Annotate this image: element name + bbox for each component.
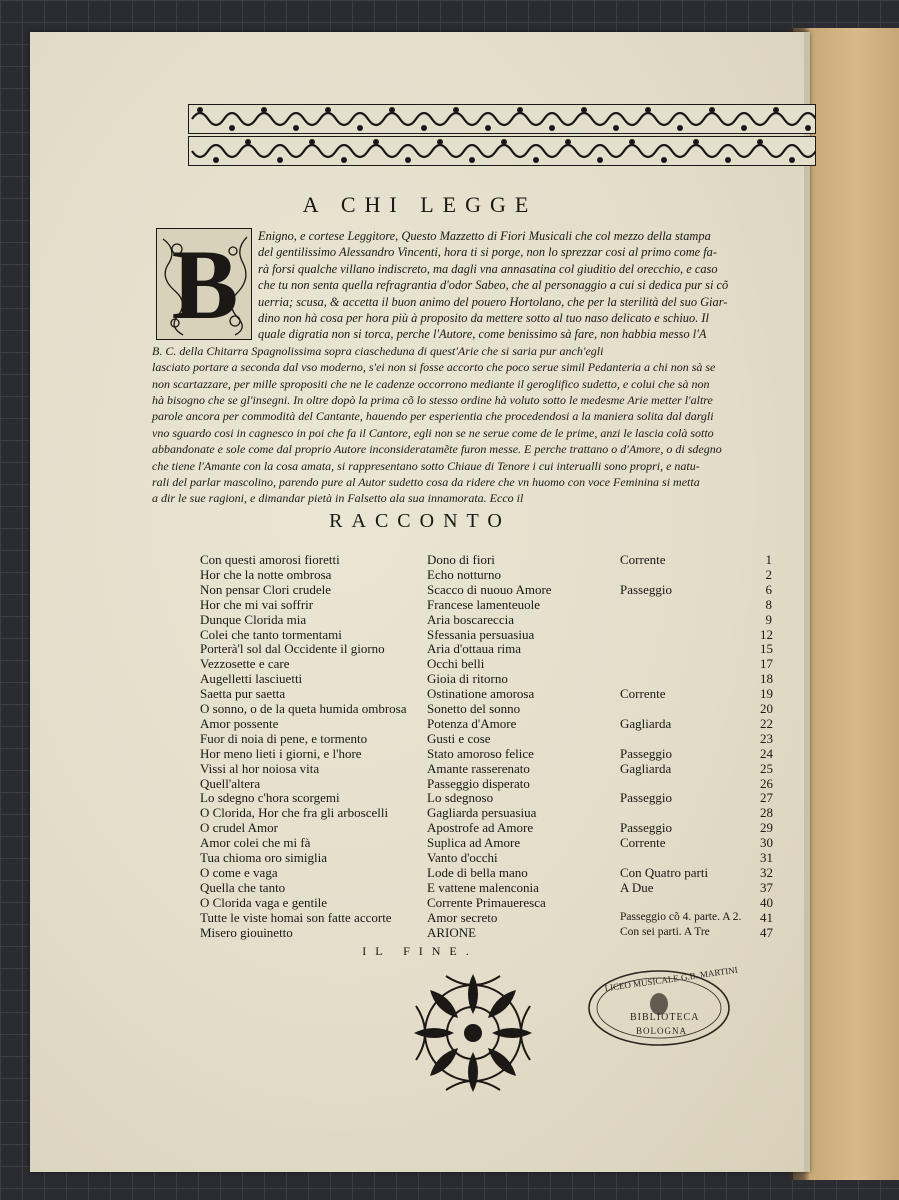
toc-page-number: 25 xyxy=(760,760,773,776)
toc-subtitle: ARIONE xyxy=(427,924,477,940)
toc-page-number: 24 xyxy=(760,745,773,761)
toc-title: O Clorida, Hor che fra gli arboscelli xyxy=(200,805,389,821)
intro-line: vno sguardo cosi in cagnesco in poi che fa il Cantore, egli non se ne serue come de le prime, anzi le lascia colà sotto xyxy=(152,425,714,440)
toc-page-number: 19 xyxy=(760,686,773,702)
toc-subtitle: E vattene malenconia xyxy=(427,879,539,895)
toc-row xyxy=(200,790,772,805)
toc-subtitle: Gioia di ritorno xyxy=(427,671,508,687)
toc-dance-type: A Due xyxy=(620,879,654,895)
toc-subtitle: Ostinatione amorosa xyxy=(427,686,535,702)
toc-row xyxy=(200,925,772,940)
toc-row xyxy=(200,701,772,716)
toc-row xyxy=(200,865,772,880)
toc-row xyxy=(200,597,772,612)
toc-title: Augelletti lasciuetti xyxy=(200,671,303,687)
toc-page-number: 26 xyxy=(760,775,773,791)
toc-row xyxy=(200,686,772,701)
intro-line: dino non hà cosa per hora più à proposito da mettere sotto al tuo naso delicato e schiuo. Il xyxy=(258,311,709,325)
intro-line: abbandonate e sole come dal proprio Autore inconsideratamẽte furon messe. E perche trattano o d'Amore, o di sdegno xyxy=(152,442,722,457)
toc-row xyxy=(200,641,772,656)
toc-row xyxy=(200,850,772,865)
toc-title: O Clorida vaga e gentile xyxy=(200,894,328,910)
toc-title: Non pensar Clori crudele xyxy=(200,581,332,597)
toc-subtitle: Scacco di nuouo Amore xyxy=(427,581,552,597)
toc-subtitle: Corrente Primaueresca xyxy=(427,894,546,910)
toc-page-number: 9 xyxy=(765,611,772,627)
toc-subtitle: Stato amoroso felice xyxy=(427,745,534,761)
toc-row xyxy=(200,567,772,582)
toc-dance-type: Passeggio xyxy=(620,581,672,597)
toc-page-number: 28 xyxy=(760,805,773,821)
toc-row xyxy=(200,776,772,791)
toc-title: Amor possente xyxy=(200,715,279,731)
toc-dance-type: Passeggio xyxy=(620,790,672,806)
end-mark: IL FINE. xyxy=(362,944,478,958)
toc-row xyxy=(200,716,772,731)
intro-line: uerria; scusa, & accetta il buon animo del pouero Hortolano, che per la sterilità del suo Giar- xyxy=(258,294,728,309)
toc-page-number: 40 xyxy=(760,894,773,910)
toc-heading: RACCONTO xyxy=(329,510,511,532)
toc-row xyxy=(200,910,772,925)
toc-title: Vezzosette e care xyxy=(200,656,290,672)
toc-subtitle: Gagliarda persuasiua xyxy=(427,805,537,821)
intro-line: non scartazzare, per mille spropositi che ne le cadenze occorrono mediante il geroglifico sudetto, e colui che sà non xyxy=(152,376,710,391)
toc-page-number: 29 xyxy=(760,820,773,836)
intro-line: lasciato portare a seconda dal vso moderno, s'ei non si fosse accorto che poco serue simil Pedanteria a chi non sà se xyxy=(152,360,716,375)
toc-page-number: 1 xyxy=(765,552,772,567)
toc-title: Vissi al hor noiosa vita xyxy=(200,760,320,776)
toc-title: Colei che tanto tormentami xyxy=(200,626,342,642)
toc-page-number: 32 xyxy=(760,864,773,880)
toc-title: Misero giouinetto xyxy=(200,924,293,940)
document-page xyxy=(30,32,810,1172)
toc-dance-type: Gagliarda xyxy=(620,715,672,731)
intro-line: a dir le sue ragioni, e dimandar pietà in Falsetto ala sua innamorata. Ecco il xyxy=(152,491,524,506)
toc-page-number: 18 xyxy=(760,671,773,687)
toc-title: Tua chioma oro simiglia xyxy=(200,850,327,865)
toc-page-number: 6 xyxy=(765,581,772,597)
intro-line: rà forsi qualche villano indiscreto, ma dagli vna annasatina col giuditio del orecchio, e caso xyxy=(258,261,718,276)
intro-line: del gentilissimo Alessandro Vincenti, hora ti si porge, non lo sprezzar cosi al primo come fa- xyxy=(258,245,718,260)
toc-subtitle: Potenza d'Amore xyxy=(427,715,517,731)
toc-row xyxy=(200,656,772,671)
toc-subtitle: Suplica ad Amore xyxy=(427,835,521,851)
toc-title: Con questi amorosi fioretti xyxy=(200,552,340,567)
stamp-text-line2: BIBLIOTECA xyxy=(630,1012,700,1023)
toc-subtitle: Apostrofe ad Amore xyxy=(427,820,534,836)
page-heading: A CHI LEGGE xyxy=(302,192,538,217)
toc-subtitle: Gusti e cose xyxy=(427,730,491,746)
toc-page-number: 47 xyxy=(760,924,773,940)
library-stamp xyxy=(586,964,739,1048)
toc-title: Hor che la notte ombrosa xyxy=(200,566,332,582)
toc-title: Porterà'l sol dal Occidente il giorno xyxy=(200,641,385,657)
toc-title: Amor colei che mi fà xyxy=(200,835,311,851)
toc-subtitle: Sfessania persuasiua xyxy=(427,626,535,642)
toc-dance-type: Corrente xyxy=(620,552,666,567)
toc-title: Hor che mi vai soffrir xyxy=(200,596,314,612)
toc-title: Saetta pur saetta xyxy=(200,686,286,702)
intro-line: rali del parlar mascolino, parendo pure al Autor sudetto cosa da ridere che vn huomo con voce Feminina si metta xyxy=(152,475,700,489)
toc-title: Quella che tanto xyxy=(200,879,286,895)
toc-title: Hor meno lieti i giorni, e l'hore xyxy=(200,745,362,761)
toc-row xyxy=(200,731,772,746)
intro-line: Enigno, e cortese Leggitore, Questo Mazzetto di Fiori Musicali che col mezzo della stampa xyxy=(258,229,711,243)
toc-row xyxy=(200,805,772,820)
initial-letter: B xyxy=(171,229,239,340)
toc-dance-type: Gagliarda xyxy=(620,760,672,776)
toc-subtitle: Amante rasserenato xyxy=(427,760,530,776)
toc-dance-type: Con Quatro parti xyxy=(620,864,709,880)
toc-page-number: 17 xyxy=(760,656,773,672)
toc-title: Lo sdegno c'hora scorgemi xyxy=(200,790,340,806)
toc-title: Dunque Clorida mia xyxy=(200,611,307,627)
toc-page-number: 41 xyxy=(760,909,773,925)
toc-title: O come e vaga xyxy=(200,864,278,880)
toc-subtitle: Echo notturno xyxy=(427,566,502,582)
toc-page-number: 30 xyxy=(760,835,773,851)
toc-dance-type: Passeggio xyxy=(620,745,672,761)
ornamental-border-bottom-icon xyxy=(188,136,816,166)
decorated-initial xyxy=(156,228,252,340)
toc-subtitle: Passeggio disperato xyxy=(427,775,530,791)
toc-row xyxy=(200,820,772,835)
toc-dance-type: Passeggio xyxy=(620,820,672,836)
ornamental-border-top-icon xyxy=(188,104,816,134)
stamp-text-line1: LICEO MUSICALE G.B. MARTINI xyxy=(603,964,739,994)
toc-page-number: 15 xyxy=(760,641,773,657)
toc-row xyxy=(200,835,772,850)
toc-subtitle: Sonetto del sonno xyxy=(427,701,521,716)
toc-row xyxy=(200,880,772,895)
toc-row xyxy=(200,671,772,686)
intro-line: che tu non senta quella refragrantia d'odor Sabeo, che al personaggio a cui si dedica pur si cõ xyxy=(258,278,729,293)
intro-line: che tiene l'Amante con la cosa amata, si rappresentano sotto Chiaue di Tenore i cui interualli sono propri, e natu- xyxy=(152,458,700,473)
toc-row xyxy=(200,582,772,597)
toc-page-number: 22 xyxy=(760,715,773,731)
toc-dance-type: Corrente xyxy=(620,835,666,851)
toc-subtitle: Vanto d'occhi xyxy=(427,850,498,865)
toc-subtitle: Lode di bella mano xyxy=(427,864,528,880)
toc-title: Quell'altera xyxy=(200,775,261,791)
toc-row xyxy=(200,627,772,642)
intro-line: parole ancora per commodità del Cantante, hauendo per esperientia che procedendosi a la maniera solita dal dargli xyxy=(152,409,714,424)
toc-page-number: 8 xyxy=(765,596,772,612)
toc-row xyxy=(200,761,772,776)
toc-page-number: 37 xyxy=(760,879,773,895)
toc-row xyxy=(200,895,772,910)
toc-page-number: 12 xyxy=(760,626,773,642)
toc-subtitle: Amor secreto xyxy=(427,909,498,925)
intro-line: hà bisogno che se gl'insegni. In oltre dopò la prima cõ lo stesso ordine hà voluto sotto le medesme Arie metter l'altre xyxy=(152,393,713,407)
toc-subtitle: Lo sdegnoso xyxy=(427,790,494,806)
toc-title: Tutte le viste homai son fatte accorte xyxy=(200,909,392,925)
fleuron-ornament-icon xyxy=(406,966,540,1100)
toc-title: Fuor di noia di pene, e tormento xyxy=(200,730,368,746)
intro-line: quale digratia non si torca, perche l'Autore, come benissimo sà fare, non habbia messo l'A xyxy=(258,327,707,342)
toc-row xyxy=(200,746,772,761)
stamp-text-line3: BOLOGNA xyxy=(636,1026,687,1036)
toc-subtitle: Dono di fiori xyxy=(427,552,495,567)
toc-dance-type: Passeggio cõ 4. parte. A 2. xyxy=(620,910,742,923)
toc-subtitle: Occhi belli xyxy=(427,656,485,672)
toc-page-number: 31 xyxy=(760,850,773,865)
intro-line: B. C. della Chitarra Spagnolissima sopra ciascheduna di quest'Arie che si saria pur anch'egli xyxy=(152,343,604,358)
toc-title: O sonno, o de la queta humida ombrosa xyxy=(200,701,407,716)
toc-row xyxy=(200,612,772,627)
toc-page-number: 27 xyxy=(760,790,773,806)
toc-dance-type: Corrente xyxy=(620,686,666,702)
toc-subtitle: Aria boscareccia xyxy=(427,611,514,627)
toc-page-number: 2 xyxy=(765,566,772,582)
toc-page-number: 23 xyxy=(760,730,773,746)
toc-page-number: 20 xyxy=(760,701,773,716)
toc-subtitle: Francese lamenteuole xyxy=(427,596,540,612)
toc-dance-type: Con sei parti. A Tre xyxy=(620,925,710,938)
toc-row xyxy=(200,552,772,567)
toc-subtitle: Aria d'ottaua rima xyxy=(427,641,522,657)
toc-title: O crudel Amor xyxy=(200,820,278,836)
